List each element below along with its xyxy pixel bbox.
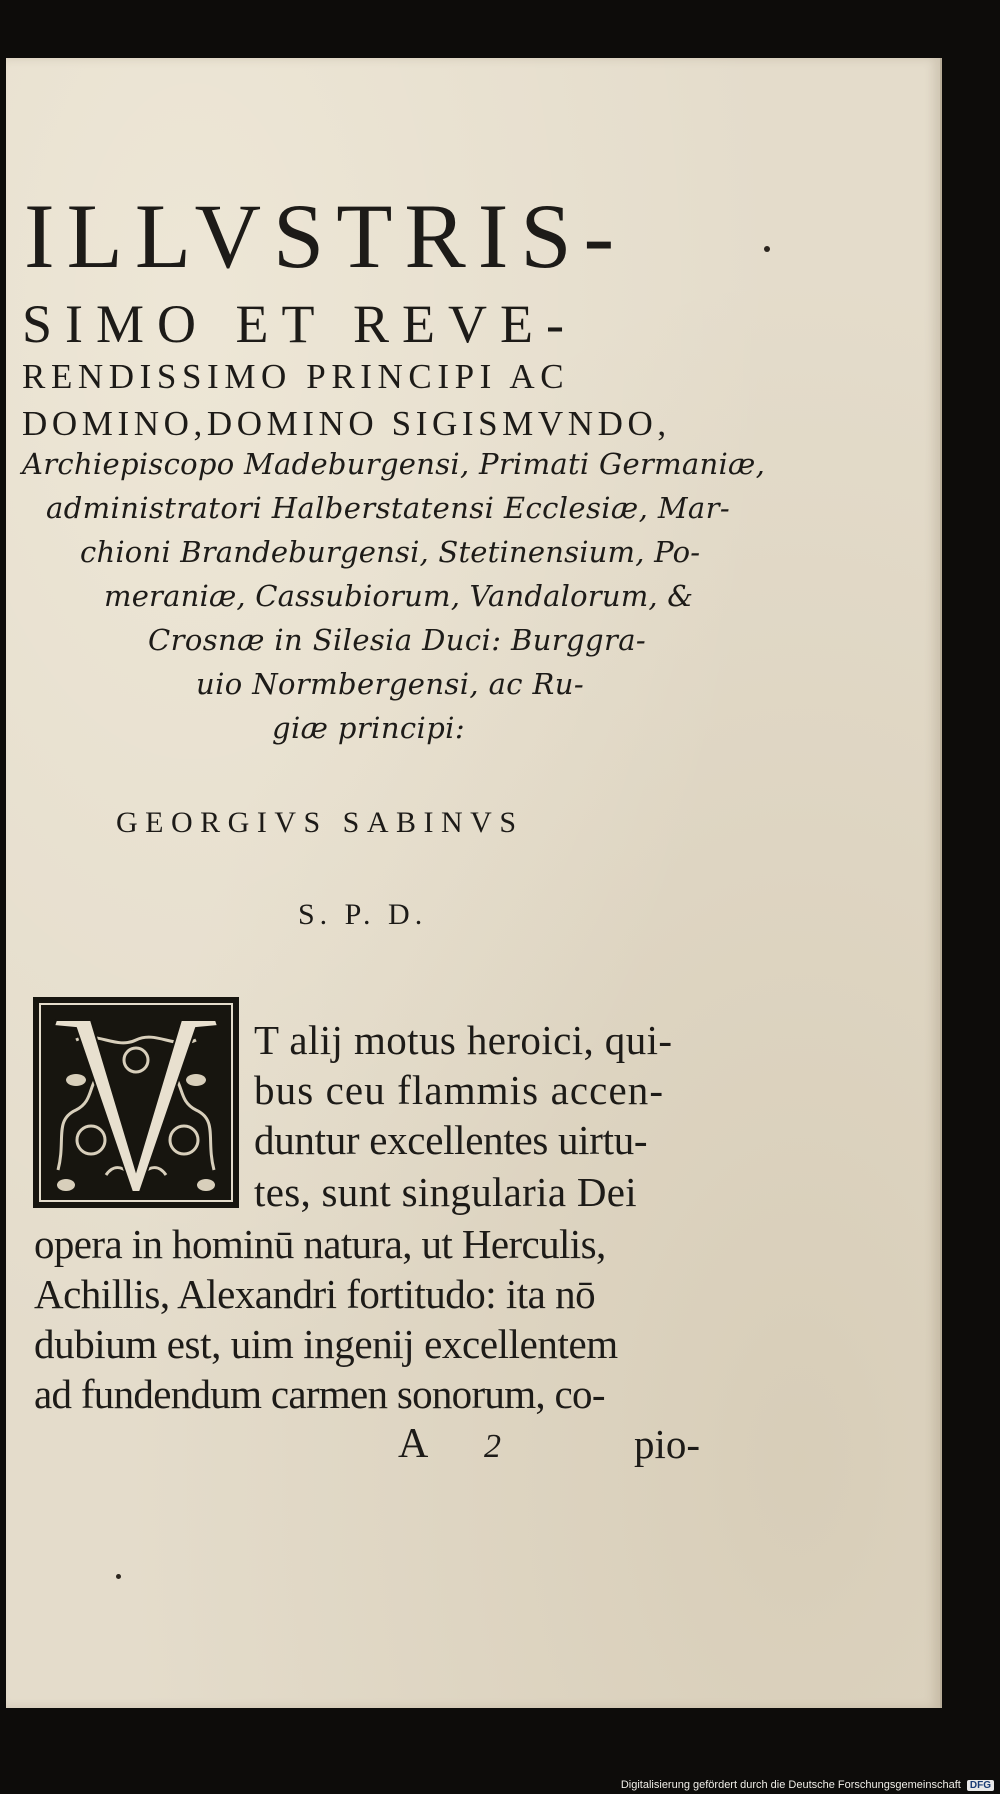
title-line-3: RENDISSIMO PRINCIPI AC [22, 357, 570, 396]
body-line: opera in hominū natura, ut Herculis, [34, 1221, 606, 1267]
catchword: pio- [634, 1421, 701, 1467]
dedication-line: meraniæ, Cassubiorum, Vandalorum, & [104, 579, 694, 613]
body-line: T alij motus heroici, qui- [254, 1017, 673, 1063]
credit-text: Digitalisierung gefördert durch die Deutsche Forschungsgemeinschaft [620, 1779, 961, 1791]
title-line-2: SIMO ET REVE- [22, 294, 577, 354]
salutation: S. P. D. [298, 898, 428, 931]
body-line: bus ceu flammis accen- [254, 1067, 665, 1113]
author-name: GEORGIVS SABINVS [116, 806, 524, 839]
digitization-credit [621, 1779, 994, 1791]
dedication-line: Archiepiscopo Madeburgensi, Primati Germaniæ, [22, 447, 766, 481]
title-line-1: ILLVSTRIS- [24, 185, 627, 287]
decorated-initial-v [36, 1000, 236, 1205]
body-line: duntur excellentes uirtu- [254, 1117, 648, 1163]
dedication-line: administratori Halberstatensi Ecclesiæ, Mar- [46, 491, 731, 525]
folio-number: 2 [484, 1428, 501, 1465]
body-line: Achillis, Alexandri fortitudo: ita nō [34, 1271, 596, 1317]
title-line-4: DOMINO,DOMINO SIGISMVNDO, [22, 404, 671, 443]
dedication-line: uio Normbergensi, ac Ru- [196, 667, 585, 701]
ink-speck [764, 246, 770, 252]
ink-speck [116, 1574, 121, 1579]
dedication-line: chioni Brandeburgensi, Stetinensium, Po- [80, 535, 701, 569]
body-line: dubium est, uim ingenij excellentem [34, 1321, 618, 1367]
signature-mark: A [398, 1421, 431, 1467]
body-line: ad fundendum carmen sonorum, co- [34, 1371, 605, 1417]
dfg-logo: DFG [967, 1780, 994, 1791]
decorated-initial-art [36, 1000, 236, 1205]
dedication-line: giæ principi: [272, 711, 466, 745]
body-line: tes, sunt singularia Dei [254, 1169, 637, 1215]
dedication-line: Crosnæ in Silesia Duci: Burggra- [148, 623, 647, 657]
